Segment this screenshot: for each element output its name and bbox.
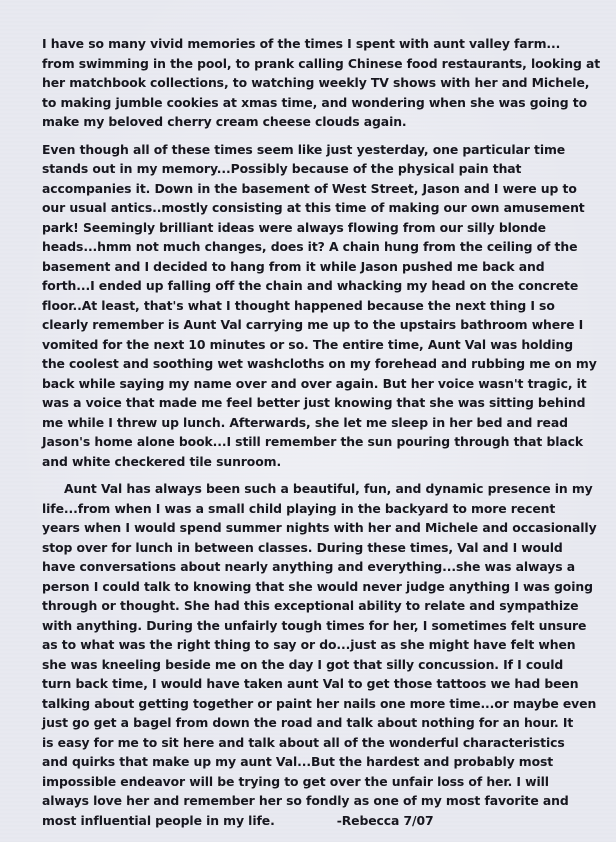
text-line: basement and I decided to hang from it while Jason pushed me back and (42, 258, 545, 274)
text-line: through or thought. She had this exceptional ability to relate and sympathize (42, 598, 579, 613)
text-line: Aunt Val has always been such a beautiful, fun, and dynamic presence in my (64, 481, 593, 496)
text-line: as to what was the right thing to say or do...just as she might have felt when (42, 637, 576, 652)
text-line: her matchbook collections, to watching weekly TV shows with her and Michele, (42, 75, 590, 90)
text-line: was a voice that made me feel better just knowing that she was sitting behind (42, 395, 586, 410)
signature: -Rebecca 7/07 (336, 812, 434, 828)
text-line: turn back time, I would have taken aunt Val to get those tattoos we had been (42, 676, 579, 691)
text-line: person I could talk to knowing that she would never judge anything I was going (42, 578, 593, 594)
closing-line (42, 811, 592, 831)
text-line: have conversations about nearly anything and everything...she was always a (42, 559, 575, 574)
text-line: Jason's home alone book...I still remember the sun pouring through that black (42, 434, 584, 449)
text-line: vomited for the next 10 minutes or so. The entire time, Aunt Val was holding (42, 336, 574, 352)
text-line: to making jumble cookies at xmas time, and wondering when she was going to (42, 94, 588, 110)
closing-text: most influential people in my life. (42, 812, 275, 828)
text-line: accompanies it. Down in the basement of West Street, Jason and I were up to (42, 180, 577, 196)
text-line: she was kneeling beside me on the day I got that silly concussion. If I could (42, 656, 564, 672)
text-line: heads...hmm not much changes, does it? A chain hung from the ceiling of the (42, 239, 578, 254)
text-line: is easy for me to sit here and talk about all of the wonderful characteristics (42, 734, 565, 750)
text-line: life...from when I was a small child playing in the backyard to more recent (42, 500, 556, 516)
letter-body (42, 34, 601, 830)
text-line: our usual antics..mostly consisting at this time of making our own amusement (42, 200, 585, 215)
text-line: from swimming in the pool, to prank calling Chinese food restaurants, looking at (42, 55, 601, 71)
text-line: always love her and remember her so fondly as one of my most favorite and (42, 793, 569, 808)
text-line: and white checkered tile sunroom. (42, 453, 282, 469)
text-line: back while saying my name over and over again. But her voice wasn't tragic, it (42, 375, 587, 391)
text-line: park! Seemingly brilliant ideas were always flowing from our silly blonde (42, 219, 546, 235)
text-line: impossible endeavor will be trying to get over the unfair loss of her. I will (42, 773, 549, 789)
text-line: stop over for lunch in between classes. During these times, Val and I would (42, 539, 563, 555)
text-line: I have so many vivid memories of the times I spent with aunt valley farm... (42, 36, 561, 51)
text-line: just go get a bagel from down the road and talk about nothing for an hour. It (42, 715, 574, 730)
text-line: me while I threw up lunch. Afterwards, she let me sleep in her bed and read (42, 414, 568, 430)
text-line: years when I would spend summer nights with her and Michele and occasionally (42, 520, 597, 535)
text-line: stands out in my memory...Possibly because of the physical pain that (42, 161, 522, 176)
text-line: Even though all of these times seem like just yesterday, one particular time (42, 141, 566, 157)
text-line: forth...I ended up falling off the chain and whacking my head on the concrete (42, 278, 579, 293)
paragraph (42, 140, 597, 472)
text-line: talking about getting together or paint her nails one more time...or maybe even (42, 695, 597, 711)
text-line: the coolest and soothing wet washcloths on my forehead and rubbing me on my (42, 356, 597, 371)
text-line: with anything. During the unfairly tough times for her, I sometimes felt unsure (42, 617, 587, 633)
text-line: floor..At least, that's what I thought happened because the next thing I so (42, 297, 555, 313)
text-line: make my beloved cherry cream cheese clouds again. (42, 114, 407, 129)
text-line: and quirks that make up my aunt Val...But the hardest and probably most (42, 754, 554, 769)
paragraph (42, 479, 597, 830)
text-line: clearly remember is Aunt Val carrying me up to the upstairs bathroom where I (42, 317, 584, 332)
paragraph (42, 34, 601, 132)
